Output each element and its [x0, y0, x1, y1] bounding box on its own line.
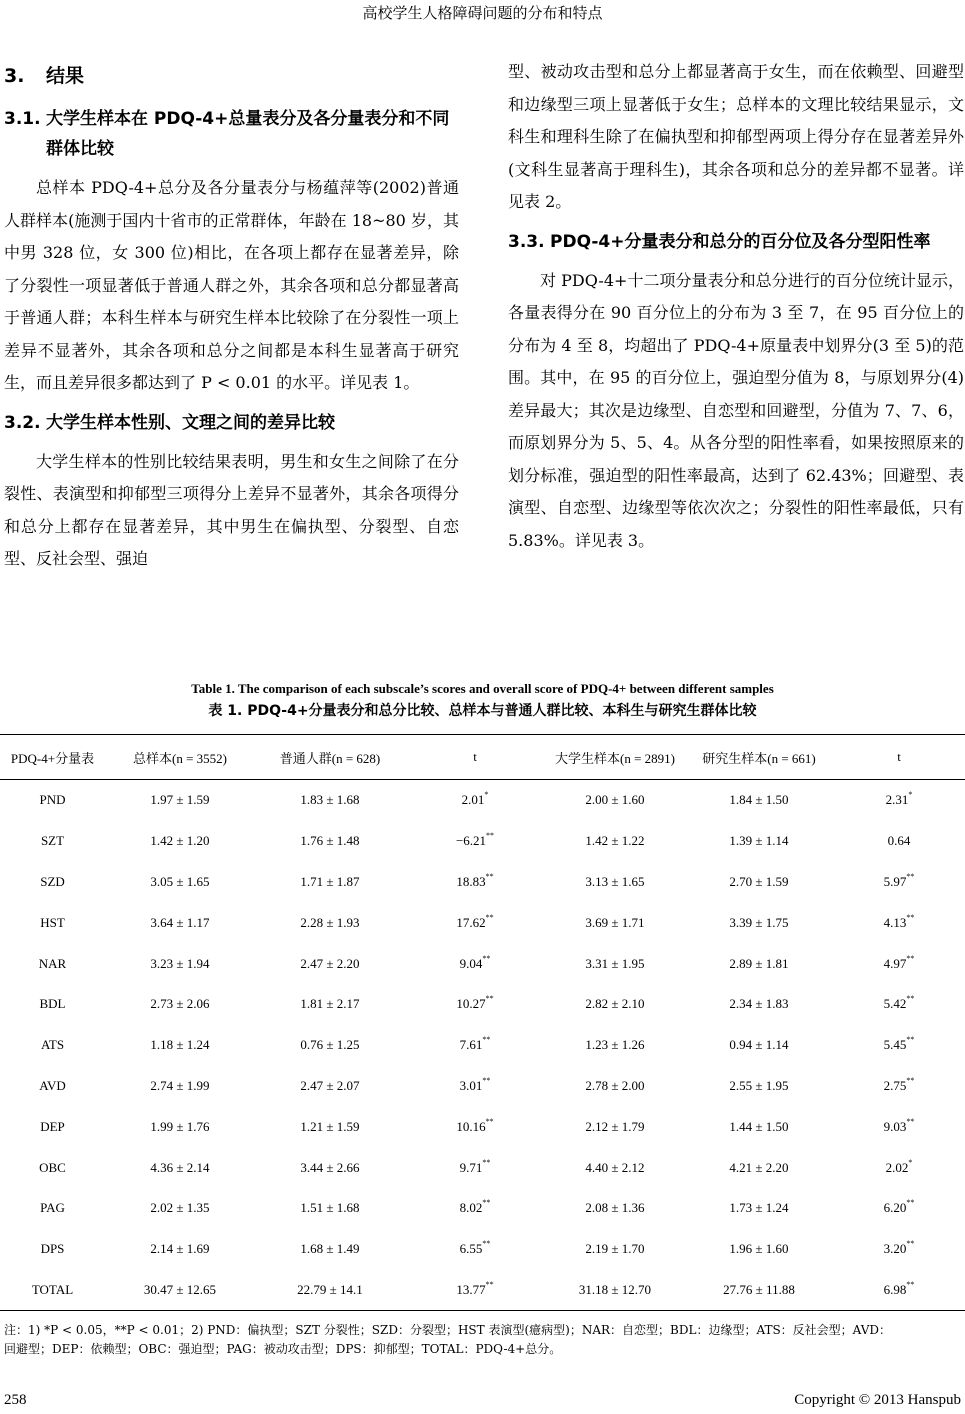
row-scale: ATS: [40, 1037, 65, 1053]
significance-marker: **: [482, 1239, 491, 1249]
t-value: 9.03: [883, 1118, 907, 1134]
row-grad-sample: 27.76 ± 11.88: [685, 1270, 833, 1311]
row-t-1: [405, 1106, 545, 1147]
significance-marker: **: [485, 871, 494, 881]
section-number: 3.: [4, 65, 25, 87]
row-general-population: 22.79 ± 14.1: [255, 1270, 405, 1311]
row-general-population: 1.83 ± 1.68: [300, 792, 360, 808]
significance-marker: *: [484, 790, 489, 800]
table-row: [0, 1229, 965, 1270]
row-t-2: [833, 1147, 965, 1188]
right-column: [508, 56, 964, 565]
row-undergrad-sample: 31.18 ± 12.70: [545, 1270, 685, 1311]
header-t-2: t: [833, 735, 965, 780]
paragraph-3-2: 大学生样本的性别比较结果表明，男生和女生之间除了在分裂性、表演型和抑郁型三项得分上差异不显著外，其余各项得分和总分上都存在显著差异，其中男生在偏执型、分裂型、自恋型、反社会型、强迫: [4, 451, 459, 568]
t-value: 2.01: [461, 792, 485, 808]
t-value: 13.77: [456, 1281, 486, 1297]
header-total-sample: 总样本(n = 3552): [105, 735, 255, 780]
header-grad-sample: 研究生样本(n = 661): [685, 735, 833, 780]
t-value: 4.97: [883, 955, 907, 971]
t-value: 3.20: [883, 1241, 907, 1257]
t-value: 6.55: [459, 1241, 483, 1257]
subsection-title: 大学生样本在 PDQ-4+总量表分及各分量表分和不同群体比较: [46, 109, 450, 159]
t-value: 8.02: [459, 1200, 483, 1216]
row-t-1: [405, 821, 545, 862]
t-value: 0.64: [887, 833, 911, 849]
row-undergrad-sample: 2.82 ± 2.10: [585, 996, 645, 1012]
row-t-2: [833, 1066, 965, 1107]
row-total-sample: 3.64 ± 1.17: [150, 914, 210, 930]
t-value: 5.97: [883, 873, 907, 889]
row-total-sample: 1.97 ± 1.59: [150, 792, 210, 808]
significance-marker: **: [482, 1198, 491, 1208]
row-t-1: [405, 1188, 545, 1229]
row-grad-sample: 4.21 ± 2.20: [729, 1159, 789, 1175]
significance-marker: **: [906, 953, 915, 963]
row-undergrad-sample: 2.00 ± 1.60: [585, 792, 645, 808]
row-general-population: 3.44 ± 2.66: [300, 1159, 360, 1175]
t-value: 10.27: [456, 996, 486, 1012]
row-t-1: [405, 780, 545, 821]
row-general-population: 1.81 ± 2.17: [300, 996, 360, 1012]
significance-marker: **: [482, 1075, 491, 1085]
row-grad-sample: 1.44 ± 1.50: [729, 1118, 789, 1134]
significance-marker: **: [485, 912, 494, 922]
row-t-2: [833, 862, 965, 903]
row-total-sample: 2.14 ± 1.69: [150, 1241, 210, 1257]
paragraph-3-2-continued: 型、被动攻击型和总分上都显著高于女生，而在依赖型、回避型和边缘型三项上显著低于女生；总样本的文理比较结果显示，文科生和理科生除了在偏执型和抑郁型两项上得分存在显著差异外(文科生显著高于理科生)，其余各项和总分的差异都不显著。详见表 2。: [508, 62, 964, 211]
header-t-1: t: [405, 735, 545, 780]
table-row: [0, 1188, 965, 1229]
row-scale: NAR: [38, 955, 67, 971]
row-general-population: 2.28 ± 1.93: [300, 914, 360, 930]
table-row: [0, 1106, 965, 1147]
row-t-2: [833, 780, 965, 821]
row-grad-sample: 0.94 ± 1.14: [729, 1037, 789, 1053]
row-total-sample: 2.73 ± 2.06: [150, 996, 210, 1012]
subsection-number: 3.3.: [508, 231, 545, 252]
row-grad-sample: 1.84 ± 1.50: [729, 792, 789, 808]
row-t-1: [405, 943, 545, 984]
row-t-2: [833, 943, 965, 984]
significance-marker: **: [486, 831, 495, 841]
row-scale: DPS: [40, 1241, 65, 1257]
t-value: 5.42: [883, 996, 907, 1012]
row-undergrad-sample: 2.78 ± 2.00: [585, 1077, 645, 1093]
t-value: 18.83: [456, 873, 486, 889]
significance-marker: **: [482, 1157, 491, 1167]
row-undergrad-sample: 4.40 ± 2.12: [585, 1159, 645, 1175]
row-general-population: 1.21 ± 1.59: [300, 1118, 360, 1134]
significance-marker: **: [485, 1116, 494, 1126]
table-note-line-1: 注：1) *P < 0.05，**P < 0.01；2) PND：偏执型；SZT 分裂性；SZD：分裂型；HST 表演型(癔病型)；NAR：自恋型；BDL：边缘型；ATS：反社会型；AVD：: [4, 1323, 892, 1337]
row-undergrad-sample: 3.13 ± 1.65: [585, 873, 645, 889]
row-t-1: [405, 1147, 545, 1188]
row-undergrad-sample: 1.42 ± 1.22: [585, 833, 645, 849]
row-undergrad-sample: 3.31 ± 1.95: [585, 955, 645, 971]
row-general-population: 2.47 ± 2.07: [300, 1077, 360, 1093]
row-grad-sample: 2.89 ± 1.81: [729, 955, 789, 971]
significance-marker: **: [906, 1198, 915, 1208]
table-row: [0, 780, 965, 821]
row-t-2: [833, 1106, 965, 1147]
row-t-2: [833, 984, 965, 1025]
t-value: 6.20: [883, 1200, 907, 1216]
table-note-line-2: 回避型；DEP：依赖型；OBC：强迫型；PAG：被动攻击型；DPS：抑郁型；TOTAL：PDQ-4+总分。: [4, 1342, 562, 1356]
row-undergrad-sample: 1.23 ± 1.26: [585, 1037, 645, 1053]
row-scale: BDL: [39, 996, 66, 1012]
table-row: [0, 902, 965, 943]
row-t-1: [405, 1229, 545, 1270]
row-t-1: [405, 984, 545, 1025]
row-undergrad-sample: 2.08 ± 1.36: [585, 1200, 645, 1216]
significance-marker: **: [485, 994, 494, 1004]
row-general-population: 2.47 ± 2.20: [300, 955, 360, 971]
row-t-2: [833, 1270, 965, 1311]
significance-marker: *: [908, 790, 913, 800]
table-row: [0, 1025, 965, 1066]
row-scale: OBC: [39, 1159, 66, 1175]
significance-marker: **: [485, 1279, 494, 1289]
table-row: [0, 943, 965, 984]
row-t-2: [833, 821, 965, 862]
t-value: 7.61: [459, 1037, 483, 1053]
row-total-sample: 2.74 ± 1.99: [150, 1077, 210, 1093]
row-scale: HST: [40, 914, 65, 930]
significance-marker: **: [482, 1035, 491, 1045]
row-scale: TOTAL: [0, 1270, 105, 1311]
section-heading-results: [4, 62, 459, 90]
row-total-sample: 30.47 ± 12.65: [105, 1270, 255, 1311]
row-undergrad-sample: 2.19 ± 1.70: [585, 1241, 645, 1257]
significance-marker: **: [482, 953, 491, 963]
row-t-2: [833, 1229, 965, 1270]
header-undergrad-sample: 大学生样本(n = 2891): [545, 735, 685, 780]
subsection-title: 大学生样本性别、文理之间的差异比较: [46, 412, 335, 433]
row-general-population: 1.51 ± 1.68: [300, 1200, 360, 1216]
subsection-heading-3-3: [508, 227, 964, 257]
row-scale: SZD: [40, 873, 65, 889]
subsection-number: 3.2.: [4, 412, 41, 433]
page-number: 258: [4, 1392, 27, 1408]
t-value: −6.21: [455, 833, 487, 849]
table-caption-chinese: 表 1. PDQ-4+分量表分和总分比较、总样本与普通人群比较、本科生与研究生群体比较: [208, 703, 757, 719]
significance-marker: **: [906, 912, 915, 922]
row-t-1: [405, 862, 545, 903]
row-undergrad-sample: 2.12 ± 1.79: [585, 1118, 645, 1134]
row-scale: AVD: [39, 1077, 66, 1093]
section-title: 结果: [46, 65, 85, 87]
significance-marker: **: [906, 1035, 915, 1045]
row-undergrad-sample: 3.69 ± 1.71: [585, 914, 645, 930]
row-grad-sample: 1.96 ± 1.60: [729, 1241, 789, 1257]
row-total-sample: 3.05 ± 1.65: [150, 873, 210, 889]
row-grad-sample: 3.39 ± 1.75: [729, 914, 789, 930]
paragraph-3-1: 总样本 PDQ-4+总分及各分量表分与杨蕴萍等(2002)普通人群样本(施测于国内十省市的正常群体，年龄在 18~80 岁，其中男 328 位，女 300 位)相比，在各项上都存在显著差异，除了分裂性一项显著低于普通人群之外，其余各项和总分都显著高于普通人群；本科生样本与研究生样本比较除了在分裂性一项上差异不显著外，其余各项和总分之间都是本科生显著高于研究生，而且差异很多都达到了 P < 0.01 的水平。详见表 1。: [4, 178, 459, 392]
copyright-notice: Copyright © 2013 Hanspub: [794, 1392, 961, 1408]
row-total-sample: 3.23 ± 1.94: [150, 955, 210, 971]
table-note: [4, 1321, 962, 1359]
row-grad-sample: 2.70 ± 1.59: [729, 873, 789, 889]
t-value: 2.02: [885, 1159, 909, 1175]
t-value: 17.62: [456, 914, 486, 930]
row-total-sample: 1.18 ± 1.24: [150, 1037, 210, 1053]
running-header: 高校学生人格障碍问题的分布和特点: [362, 4, 603, 22]
subsection-heading-3-2: [4, 408, 459, 438]
row-scale: PND: [39, 792, 66, 808]
left-column: [4, 56, 459, 584]
row-scale: DEP: [40, 1118, 65, 1134]
t-value: 4.13: [883, 914, 907, 930]
row-t-1: [405, 902, 545, 943]
table-header-row: [0, 735, 965, 780]
subsection-heading-3-1: [4, 104, 459, 164]
row-t-2: [833, 902, 965, 943]
row-grad-sample: 2.34 ± 1.83: [729, 996, 789, 1012]
table-row: [0, 1066, 965, 1107]
row-scale: SZT: [40, 833, 65, 849]
table-row: [0, 821, 965, 862]
row-grad-sample: 1.39 ± 1.14: [729, 833, 789, 849]
significance-marker: **: [906, 1239, 915, 1249]
subsection-number: 3.1.: [4, 109, 41, 129]
significance-marker: **: [906, 1075, 915, 1085]
row-general-population: 0.76 ± 1.25: [300, 1037, 360, 1053]
significance-marker: **: [906, 1279, 915, 1289]
row-t-2: [833, 1025, 965, 1066]
row-grad-sample: 1.73 ± 1.24: [729, 1200, 789, 1216]
row-general-population: 1.68 ± 1.49: [300, 1241, 360, 1257]
t-value: 2.75: [883, 1077, 907, 1093]
t-value: 3.01: [459, 1077, 483, 1093]
table-row: [0, 1270, 965, 1311]
header-general-population: 普通人群(n = 628): [255, 735, 405, 780]
table-row: [0, 984, 965, 1025]
row-general-population: 1.71 ± 1.87: [300, 873, 360, 889]
t-value: 10.16: [456, 1118, 486, 1134]
row-scale: PAG: [40, 1200, 65, 1216]
significance-marker: **: [906, 994, 915, 1004]
row-total-sample: 1.99 ± 1.76: [150, 1118, 210, 1134]
t-value: 2.31: [885, 792, 909, 808]
table-row: [0, 1147, 965, 1188]
row-general-population: 1.76 ± 1.48: [300, 833, 360, 849]
significance-marker: **: [906, 1116, 915, 1126]
table-caption-english: Table 1. The comparison of each subscale’s scores and overall score of PDQ-4+ between different samples: [191, 681, 774, 696]
significance-marker: **: [906, 871, 915, 881]
t-value: 9.71: [459, 1159, 483, 1175]
row-t-1: [405, 1025, 545, 1066]
significance-marker: *: [908, 1157, 913, 1167]
t-value: 6.98: [883, 1281, 907, 1297]
row-grad-sample: 2.55 ± 1.95: [729, 1077, 789, 1093]
comparison-table: [0, 734, 965, 1311]
row-total-sample: 2.02 ± 1.35: [150, 1200, 210, 1216]
row-total-sample: 1.42 ± 1.20: [150, 833, 210, 849]
t-value: 9.04: [459, 955, 483, 971]
header-scale: PDQ-4+分量表: [0, 735, 105, 780]
row-total-sample: 4.36 ± 2.14: [150, 1159, 210, 1175]
row-t-1: [405, 1270, 545, 1311]
subsection-title: PDQ-4+分量表分和总分的百分位及各分型阳性率: [550, 231, 931, 252]
paragraph-3-3: 对 PDQ-4+十二项分量表分和总分进行的百分位统计显示，各量表得分在 90 百分位上的分布为 3 至 7，在 95 百分位上的分布为 4 至 8，均超出了 PDQ-4+原量表中划界分(3 至 5)的范围。其中，在 95 的百分位上，强迫型分值为 8，与原划界分(4)差异最大；其次是边缘型、自恋型和回避型，分值为 7、7、6，而原划界分为 5、5、4。从各分型的阳性率看，如果按照原来的划分标准，强迫型的阳性率最高，达到了 62.43%；回避型、表演型、自恋型、边缘型等依次次之；分裂性的阳性率最低，只有 5.83%。详见表 3。: [508, 270, 964, 550]
row-t-1: [405, 1066, 545, 1107]
table-row: [0, 862, 965, 903]
row-t-2: [833, 1188, 965, 1229]
t-value: 5.45: [883, 1037, 907, 1053]
